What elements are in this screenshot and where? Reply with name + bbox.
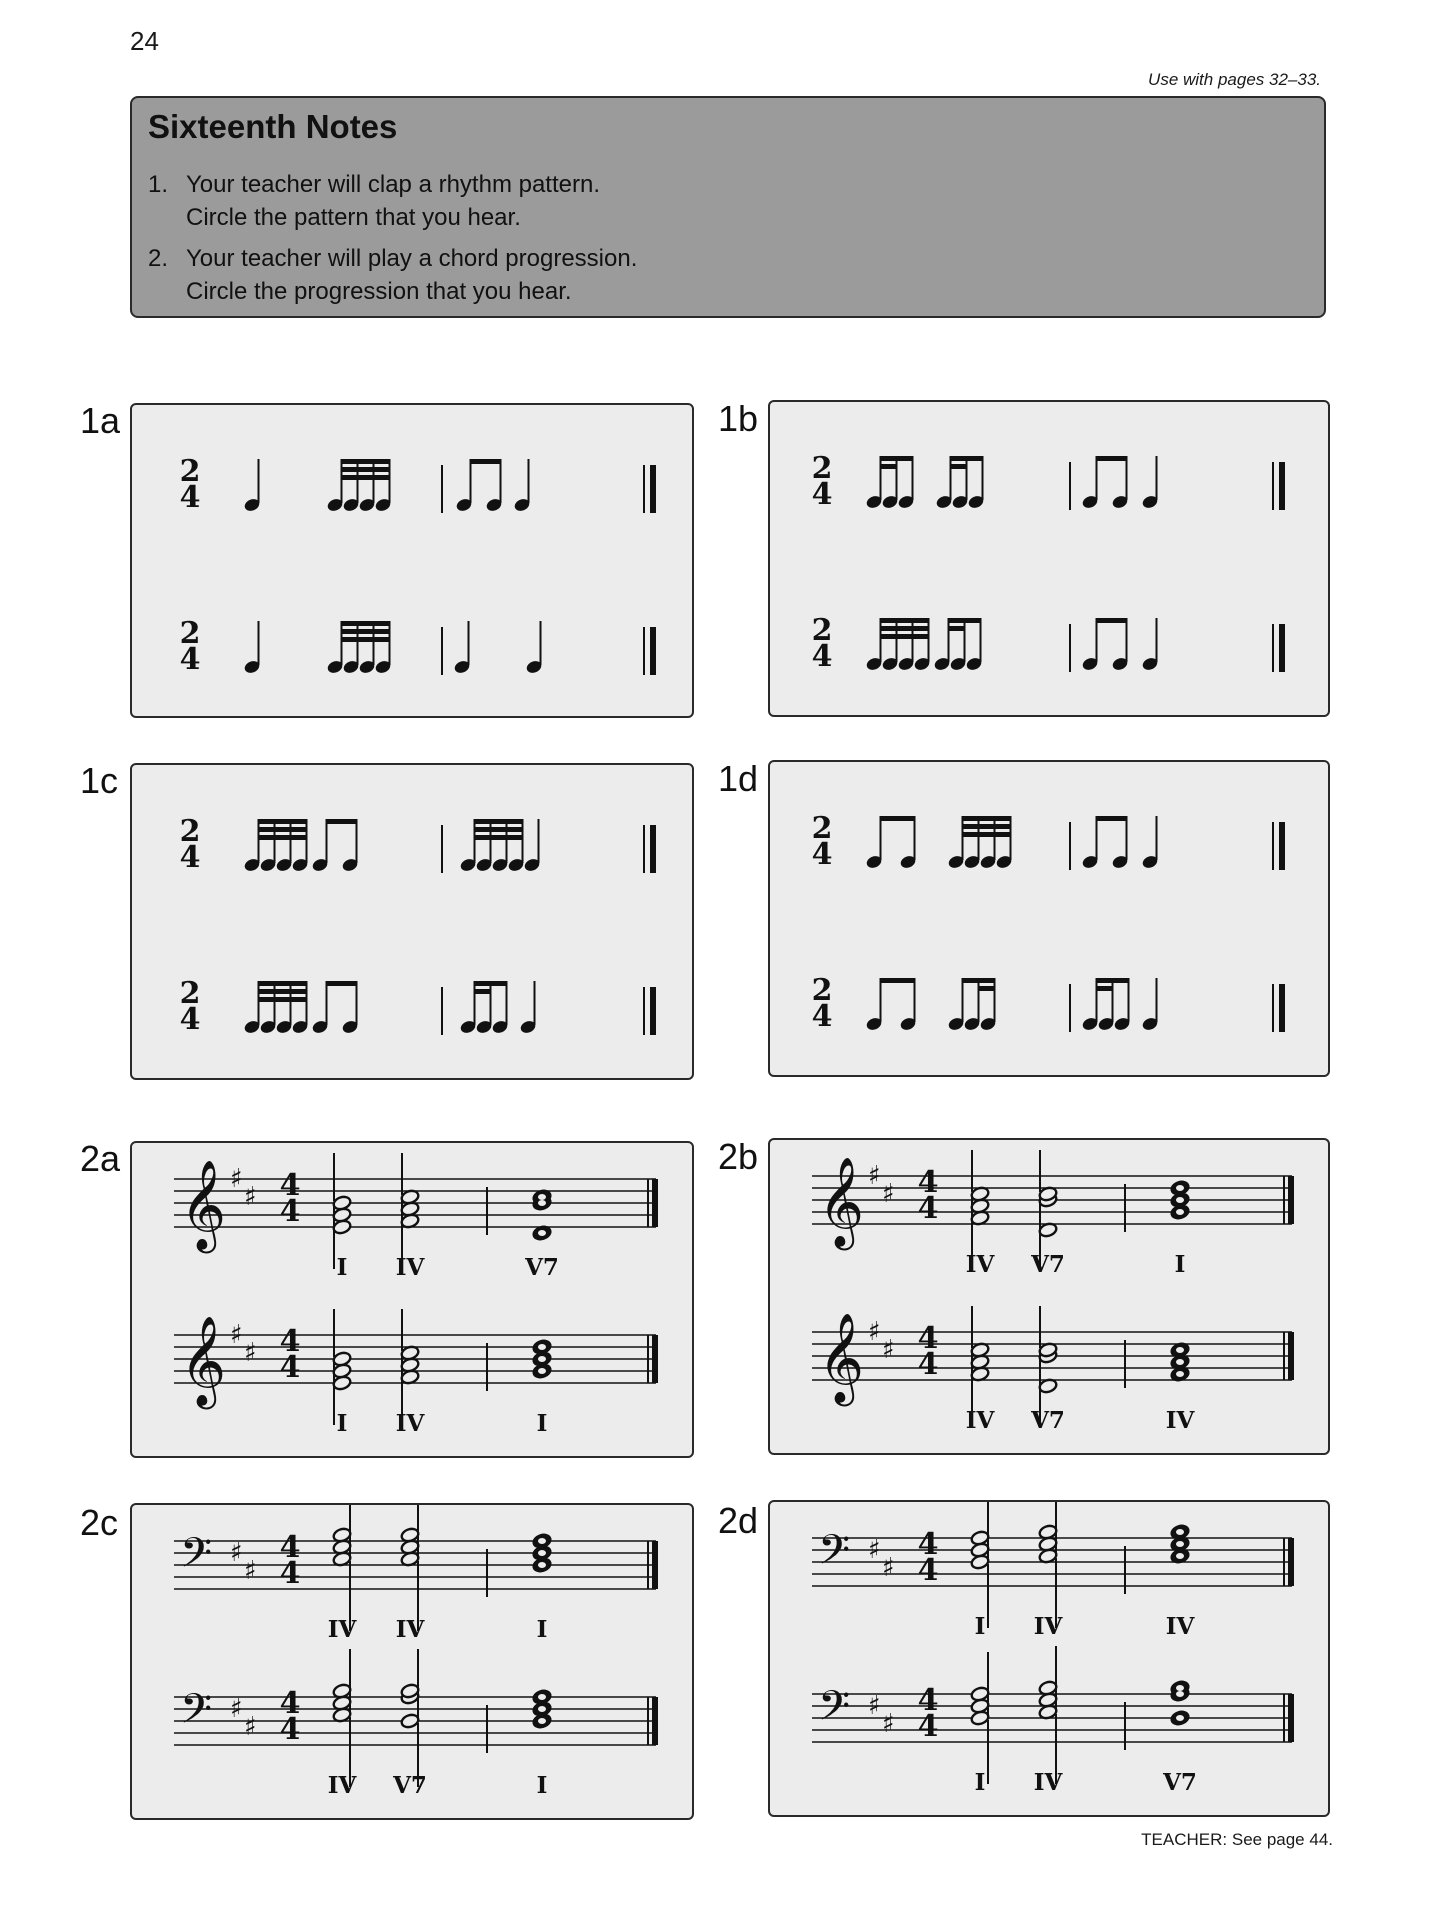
whole-note-hole <box>538 1562 546 1568</box>
roman-numeral: IV <box>395 1616 425 1643</box>
exercise-label-1b: 1b <box>718 398 759 439</box>
rhythm-notation-1c <box>132 765 696 1082</box>
note-beam <box>341 621 391 626</box>
final-barline-thick <box>652 1179 658 1227</box>
note-beam <box>258 989 308 994</box>
time-signature-top: 4 <box>279 1324 301 1359</box>
note-beam <box>258 827 308 832</box>
whole-note-hole <box>538 1230 546 1236</box>
roman-numeral: IV <box>395 1410 425 1437</box>
note-beam <box>962 824 1012 829</box>
note-beam <box>341 637 391 642</box>
whole-note-hole <box>1176 1691 1184 1697</box>
chord-note-head <box>970 1686 990 1702</box>
whole-note-hole <box>1176 1715 1184 1721</box>
final-barline-thick <box>1288 1538 1294 1586</box>
treble-clef-icon: 𝄞 <box>818 1313 865 1403</box>
roman-numeral: IV <box>1165 1613 1195 1640</box>
instruction-2: 2. Your teacher will play a chord progression. Circle the progression that you hear. <box>148 245 638 305</box>
note-beam <box>880 464 897 469</box>
whole-note-hole <box>538 1538 546 1544</box>
note-beam <box>880 626 930 631</box>
final-barline-thick <box>1279 822 1285 870</box>
roman-numeral: IV <box>1165 1407 1195 1434</box>
whole-note-hole <box>1176 1185 1184 1191</box>
whole-note-hole <box>1176 1209 1184 1215</box>
note-beam <box>880 456 914 461</box>
time-signature-bottom: 4 <box>179 642 201 677</box>
time-signature-top: 4 <box>279 1686 301 1721</box>
exercise-label-2d: 2d <box>718 1500 759 1541</box>
chord-note-head <box>970 1530 990 1546</box>
note-beam <box>258 835 308 840</box>
note-beam <box>1096 986 1113 991</box>
note-beam <box>948 618 982 623</box>
chord-panel-2a <box>130 1141 694 1458</box>
time-signature-top: 2 <box>179 814 201 849</box>
note-beam <box>962 832 1012 837</box>
bass-clef-icon: 𝄢 <box>818 1682 851 1740</box>
time-signature-bottom: 4 <box>279 1194 301 1229</box>
time-signature-top: 4 <box>917 1527 939 1562</box>
roman-numeral: I <box>336 1254 348 1281</box>
time-signature-bottom: 4 <box>179 840 201 875</box>
roman-numeral: V7 <box>1163 1769 1197 1796</box>
note-beam <box>1096 816 1128 821</box>
time-signature-bottom: 4 <box>917 1553 939 1588</box>
whole-note-hole <box>1176 1347 1184 1353</box>
note-beam <box>948 626 965 631</box>
sharp-icon: ♯ <box>868 1691 881 1721</box>
time-signature-top: 2 <box>811 973 833 1008</box>
rhythm-notation-1b <box>770 402 1332 719</box>
note-beam <box>950 456 984 461</box>
treble-clef-icon: 𝄞 <box>180 1160 227 1250</box>
final-barline-thick <box>1288 1176 1294 1224</box>
note-beam <box>1096 978 1130 983</box>
chord-panel-2b <box>768 1138 1330 1455</box>
chord-notation-2d <box>770 1502 1332 1819</box>
note-beam <box>1096 456 1128 461</box>
rhythm-panel-1a <box>130 403 694 718</box>
sharp-icon: ♯ <box>244 1338 257 1368</box>
sharp-icon: ♯ <box>882 1335 895 1365</box>
final-barline-thick <box>650 627 656 675</box>
final-barline-thick <box>652 1541 658 1589</box>
time-signature-top: 2 <box>179 454 201 489</box>
final-barline-thick <box>1288 1332 1294 1380</box>
sharp-icon: ♯ <box>230 1320 243 1350</box>
roman-numeral: I <box>536 1772 548 1799</box>
chord-notation-2a <box>132 1143 696 1460</box>
instruction-1: 1. Your teacher will clap a rhythm pattern. Circle the pattern that you hear. <box>148 171 600 231</box>
exercise-label-1c: 1c <box>80 760 119 801</box>
chord-notation-2b <box>770 1140 1332 1457</box>
time-signature-bottom: 4 <box>811 639 833 674</box>
sharp-icon: ♯ <box>244 1182 257 1212</box>
chord-panel-2c <box>130 1503 694 1820</box>
final-barline-thick <box>652 1335 658 1383</box>
whole-note-hole <box>1176 1553 1184 1559</box>
note-beam <box>962 816 1012 821</box>
roman-numeral: I <box>536 1410 548 1437</box>
sharp-icon: ♯ <box>882 1179 895 1209</box>
roman-numeral: IV <box>327 1616 357 1643</box>
roman-numeral: IV <box>1033 1769 1063 1796</box>
final-barline-thick <box>650 825 656 873</box>
whole-note-hole <box>1176 1371 1184 1377</box>
roman-numeral: V7 <box>525 1254 559 1281</box>
time-signature-bottom: 4 <box>179 480 201 515</box>
sharp-icon: ♯ <box>882 1553 895 1583</box>
roman-numeral: I <box>974 1769 986 1796</box>
final-barline-thick <box>1288 1694 1294 1742</box>
time-signature-top: 4 <box>279 1530 301 1565</box>
roman-numeral: IV <box>965 1407 995 1434</box>
note-beam <box>880 618 930 623</box>
sharp-icon: ♯ <box>868 1317 881 1347</box>
time-signature-bottom: 4 <box>811 999 833 1034</box>
note-beam <box>341 467 391 472</box>
note-beam <box>474 989 491 994</box>
time-signature-top: 4 <box>279 1168 301 1203</box>
instructions-box <box>130 96 1326 318</box>
roman-numeral: IV <box>965 1251 995 1278</box>
note-beam <box>880 634 930 639</box>
sharp-icon: ♯ <box>868 1535 881 1565</box>
note-beam <box>258 997 308 1002</box>
note-beam <box>978 986 995 991</box>
sharp-icon: ♯ <box>230 1694 243 1724</box>
whole-note-hole <box>1176 1197 1184 1203</box>
time-signature-bottom: 4 <box>917 1191 939 1226</box>
exercise-label-1d: 1d <box>718 758 759 799</box>
bass-clef-icon: 𝄢 <box>180 1529 213 1587</box>
final-barline-thick <box>650 987 656 1035</box>
whole-note-hole <box>538 1718 546 1724</box>
use-with-note: Use with pages 32–33. <box>1148 70 1321 89</box>
note-beam <box>258 981 308 986</box>
sharp-icon: ♯ <box>230 1164 243 1194</box>
final-barline-thick <box>1279 624 1285 672</box>
roman-numeral: I <box>336 1410 348 1437</box>
final-barline-thick <box>1279 462 1285 510</box>
roman-numeral: IV <box>395 1254 425 1281</box>
time-signature-bottom: 4 <box>811 477 833 512</box>
note-beam <box>962 978 996 983</box>
chord-note-head <box>332 1195 352 1211</box>
time-signature-bottom: 4 <box>917 1347 939 1382</box>
time-signature-top: 2 <box>811 811 833 846</box>
roman-numeral: I <box>1174 1251 1186 1278</box>
rhythm-panel-1b <box>768 400 1330 717</box>
whole-note-hole <box>538 1550 546 1556</box>
roman-numeral: V7 <box>1031 1251 1065 1278</box>
bass-clef-icon: 𝄢 <box>818 1526 851 1584</box>
treble-clef-icon: 𝄞 <box>818 1157 865 1247</box>
rhythm-notation-1a <box>132 405 696 720</box>
chord-note-head <box>400 1713 420 1729</box>
note-beam <box>474 835 524 840</box>
note-beam <box>326 981 358 986</box>
time-signature-top: 4 <box>917 1683 939 1718</box>
note-beam <box>341 629 391 634</box>
whole-note-hole <box>538 1200 546 1206</box>
roman-numeral: V7 <box>1031 1407 1065 1434</box>
note-beam <box>950 464 967 469</box>
bass-clef-icon: 𝄢 <box>180 1685 213 1743</box>
whole-note-hole <box>1176 1529 1184 1535</box>
final-barline-thick <box>1279 984 1285 1032</box>
note-beam <box>880 816 916 821</box>
roman-numeral: V7 <box>393 1772 427 1799</box>
exercise-label-1a: 1a <box>80 400 121 441</box>
sharp-icon: ♯ <box>882 1709 895 1739</box>
note-beam <box>470 459 502 464</box>
time-signature-top: 2 <box>179 976 201 1011</box>
chord-notation-2c <box>132 1505 696 1822</box>
exercise-label-2a: 2a <box>80 1138 121 1179</box>
note-beam <box>474 827 524 832</box>
sharp-icon: ♯ <box>244 1712 257 1742</box>
sharp-icon: ♯ <box>230 1538 243 1568</box>
time-signature-top: 2 <box>811 613 833 648</box>
time-signature-bottom: 4 <box>279 1556 301 1591</box>
whole-note-hole <box>1176 1541 1184 1547</box>
note-beam <box>880 978 916 983</box>
note-beam <box>1096 618 1128 623</box>
whole-note-hole <box>538 1368 546 1374</box>
note-beam <box>326 819 358 824</box>
whole-note-hole <box>538 1344 546 1350</box>
roman-numeral: IV <box>1033 1613 1063 1640</box>
page-number: 24 <box>130 26 159 56</box>
note-beam <box>341 475 391 480</box>
whole-note-hole <box>538 1694 546 1700</box>
teacher-note: TEACHER: See page 44. <box>1141 1830 1333 1849</box>
sharp-icon: ♯ <box>244 1556 257 1586</box>
final-barline-thick <box>650 465 656 513</box>
sharp-icon: ♯ <box>868 1161 881 1191</box>
whole-note-hole <box>538 1356 546 1362</box>
time-signature-bottom: 4 <box>279 1350 301 1385</box>
rhythm-panel-1d <box>768 760 1330 1077</box>
rhythm-panel-1c <box>130 763 694 1080</box>
chord-panel-2d <box>768 1500 1330 1817</box>
rhythm-notation-1d <box>770 762 1332 1079</box>
whole-note-hole <box>538 1706 546 1712</box>
time-signature-bottom: 4 <box>179 1002 201 1037</box>
note-beam <box>258 819 308 824</box>
time-signature-top: 2 <box>179 616 201 651</box>
roman-numeral: I <box>536 1616 548 1643</box>
whole-note-hole <box>538 1194 546 1200</box>
time-signature-top: 4 <box>917 1321 939 1356</box>
time-signature-bottom: 4 <box>811 837 833 872</box>
final-barline-thick <box>652 1697 658 1745</box>
roman-numeral: I <box>974 1613 986 1640</box>
time-signature-bottom: 4 <box>917 1709 939 1744</box>
roman-numeral: IV <box>327 1772 357 1799</box>
whole-note-hole <box>1176 1685 1184 1691</box>
exercise-label-2b: 2b <box>718 1136 759 1177</box>
whole-note-hole <box>1176 1359 1184 1365</box>
page-title: Sixteenth Notes <box>148 108 398 145</box>
note-beam <box>474 819 524 824</box>
time-signature-bottom: 4 <box>279 1712 301 1747</box>
note-beam <box>474 981 508 986</box>
time-signature-top: 2 <box>811 451 833 486</box>
exercise-label-2c: 2c <box>80 1502 119 1543</box>
chord-note-head <box>332 1351 352 1367</box>
note-beam <box>341 459 391 464</box>
time-signature-top: 4 <box>917 1165 939 1200</box>
treble-clef-icon: 𝄞 <box>180 1316 227 1406</box>
